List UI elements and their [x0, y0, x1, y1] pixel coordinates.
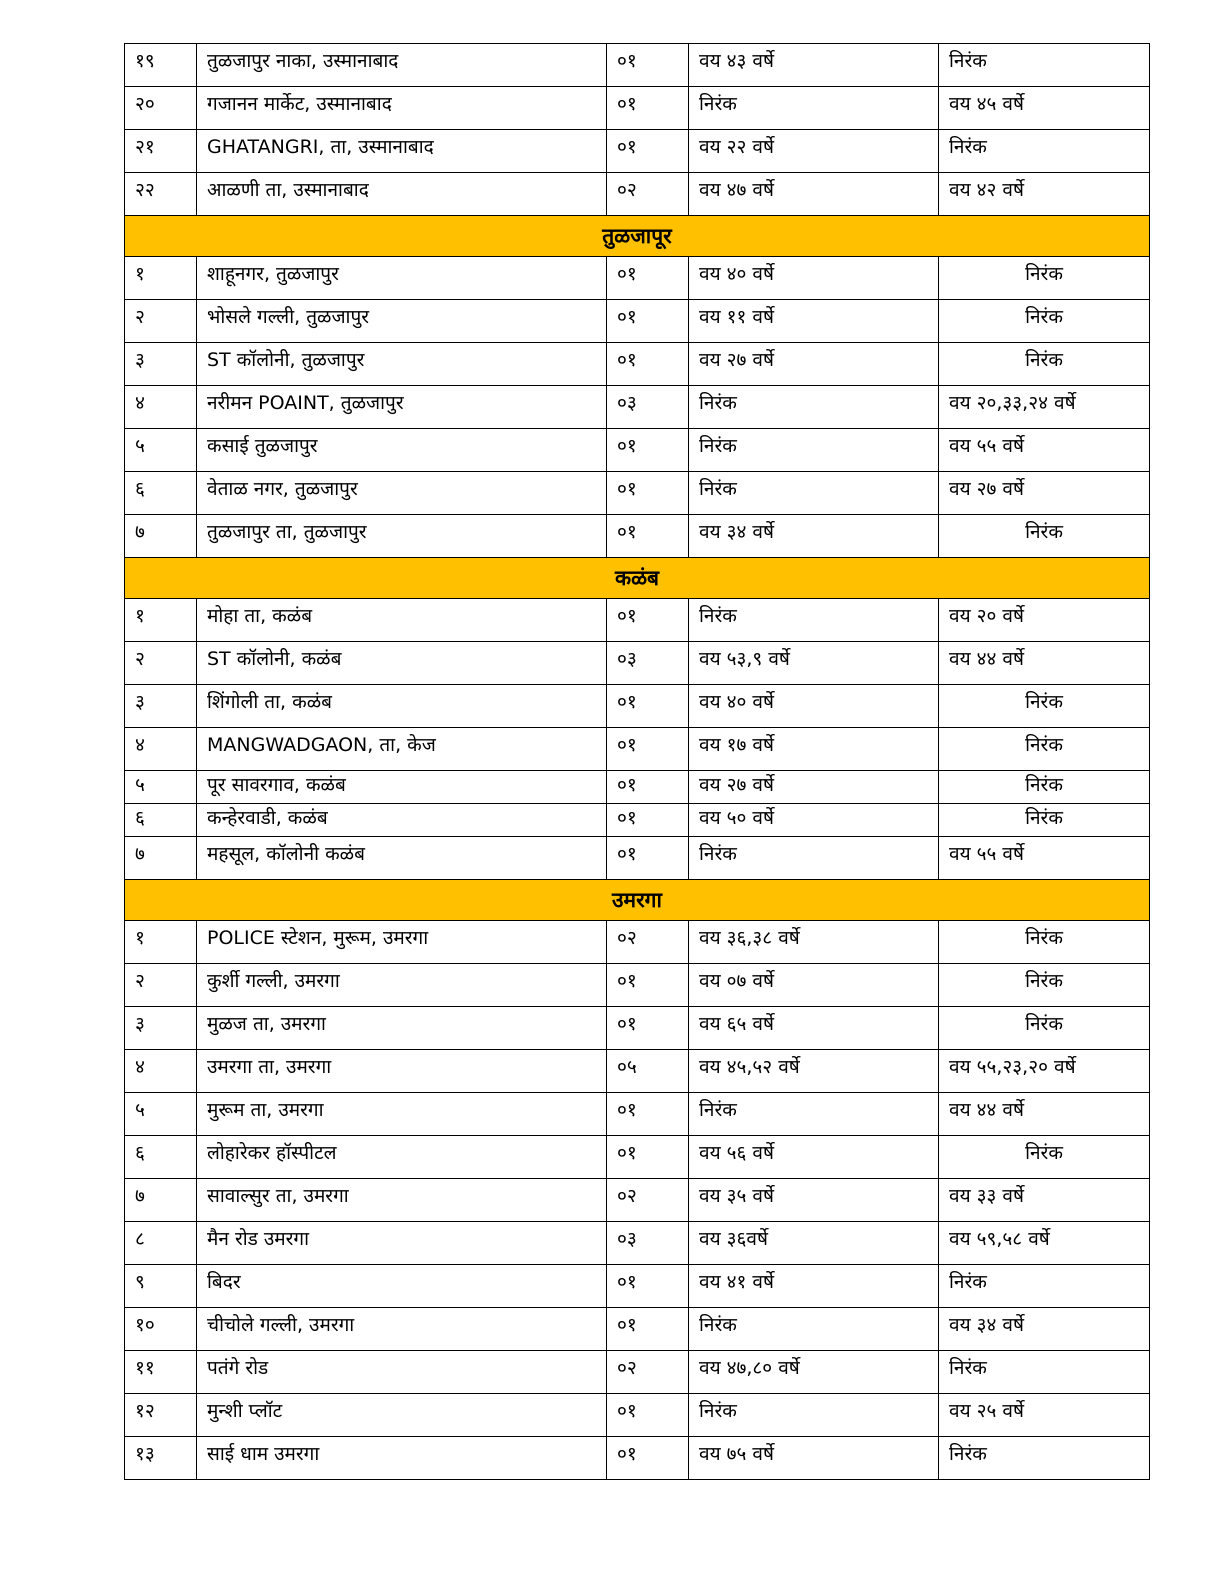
table-row — [125, 1222, 1150, 1265]
location-cell: GHATANGRI, ता, उस्मानाबाद — [197, 130, 607, 173]
count-cell: ०१ — [607, 343, 689, 386]
table-row — [125, 130, 1150, 173]
count-cell: ०१ — [607, 964, 689, 1007]
serial-number-cell: २१ — [125, 130, 197, 173]
location-cell: भोसले गल्ली, तुळजापुर — [197, 300, 607, 343]
age-group-b-cell: निरंक — [939, 515, 1150, 558]
location-cell: आळणी ता, उस्मानाबाद — [197, 173, 607, 216]
age-group-a-cell: वय ३६,३८ वर्षे — [689, 921, 939, 964]
age-group-a-cell: वय ३४ वर्षे — [689, 515, 939, 558]
age-group-b-cell: वय २०,३३,२४ वर्षे — [939, 386, 1150, 429]
location-cell: कसाई तुळजापुर — [197, 429, 607, 472]
serial-number-cell: २० — [125, 87, 197, 130]
count-cell: ०१ — [607, 1394, 689, 1437]
table-row — [125, 964, 1150, 1007]
location-cell: मुळज ता, उमरगा — [197, 1007, 607, 1050]
table-row — [125, 771, 1150, 804]
location-cell: कन्हेरवाडी, कळंब — [197, 804, 607, 837]
count-cell: ०१ — [607, 1265, 689, 1308]
location-cell: ST कॉलोनी, कळंब — [197, 642, 607, 685]
serial-number-cell: ७ — [125, 837, 197, 880]
count-cell: ०२ — [607, 1351, 689, 1394]
table-row — [125, 599, 1150, 642]
age-group-b-cell: निरंक — [939, 130, 1150, 173]
serial-number-cell: १३ — [125, 1437, 197, 1480]
location-cell: शिंगोली ता, कळंब — [197, 685, 607, 728]
table-row — [125, 1050, 1150, 1093]
table-row — [125, 837, 1150, 880]
table-row — [125, 1136, 1150, 1179]
age-group-b-cell: निरंक — [939, 728, 1150, 771]
age-group-a-cell: वय ४७ वर्षे — [689, 173, 939, 216]
count-cell: ०२ — [607, 173, 689, 216]
age-group-a-cell: वय ६५ वर्षे — [689, 1007, 939, 1050]
cases-table-body — [125, 44, 1150, 1480]
age-group-b-cell: वय २५ वर्षे — [939, 1394, 1150, 1437]
count-cell: ०१ — [607, 1308, 689, 1351]
age-group-b-cell: वय ३३ वर्षे — [939, 1179, 1150, 1222]
age-group-a-cell: वय १७ वर्षे — [689, 728, 939, 771]
count-cell: ०३ — [607, 386, 689, 429]
serial-number-cell: १९ — [125, 44, 197, 87]
age-group-b-cell: निरंक — [939, 804, 1150, 837]
location-cell: सावाल्सुर ता, उमरगा — [197, 1179, 607, 1222]
age-group-a-cell: निरंक — [689, 386, 939, 429]
location-cell: तुळजापुर ता, तुळजापुर — [197, 515, 607, 558]
count-cell: ०१ — [607, 429, 689, 472]
age-group-b-cell: वय ४४ वर्षे — [939, 642, 1150, 685]
count-cell: ०३ — [607, 1222, 689, 1265]
serial-number-cell: ४ — [125, 728, 197, 771]
table-row — [125, 300, 1150, 343]
age-group-b-cell: निरंक — [939, 964, 1150, 1007]
table-row — [125, 728, 1150, 771]
age-group-b-cell: वय ५५ वर्षे — [939, 429, 1150, 472]
count-cell: ०१ — [607, 130, 689, 173]
age-group-a-cell: वय ४५,५२ वर्षे — [689, 1050, 939, 1093]
age-group-b-cell: निरंक — [939, 685, 1150, 728]
count-cell: ०१ — [607, 515, 689, 558]
table-row — [125, 921, 1150, 964]
count-cell: ०३ — [607, 642, 689, 685]
age-group-a-cell: निरंक — [689, 1093, 939, 1136]
serial-number-cell: २ — [125, 300, 197, 343]
age-group-a-cell: वय ५० वर्षे — [689, 804, 939, 837]
age-group-b-cell: वय ४२ वर्षे — [939, 173, 1150, 216]
age-group-b-cell: निरंक — [939, 1136, 1150, 1179]
location-cell: शाहूनगर, तुळजापुर — [197, 257, 607, 300]
serial-number-cell: ९ — [125, 1265, 197, 1308]
table-row — [125, 1093, 1150, 1136]
location-cell: बिदर — [197, 1265, 607, 1308]
serial-number-cell: १ — [125, 257, 197, 300]
age-group-b-cell: निरंक — [939, 1437, 1150, 1480]
count-cell: ०२ — [607, 1179, 689, 1222]
location-cell: मोहा ता, कळंब — [197, 599, 607, 642]
serial-number-cell: ३ — [125, 343, 197, 386]
age-group-a-cell: निरंक — [689, 837, 939, 880]
age-group-a-cell: वय ४३ वर्षे — [689, 44, 939, 87]
age-group-b-cell: निरंक — [939, 343, 1150, 386]
age-group-b-cell: वय २० वर्षे — [939, 599, 1150, 642]
age-group-a-cell: वय २७ वर्षे — [689, 343, 939, 386]
table-row — [125, 257, 1150, 300]
count-cell: ०१ — [607, 599, 689, 642]
table-row — [125, 472, 1150, 515]
table-row — [125, 87, 1150, 130]
age-group-b-cell: वय ३४ वर्षे — [939, 1308, 1150, 1351]
table-row — [125, 1351, 1150, 1394]
age-group-a-cell: वय ७५ वर्षे — [689, 1437, 939, 1480]
serial-number-cell: ७ — [125, 515, 197, 558]
count-cell: ०१ — [607, 837, 689, 880]
table-row — [125, 173, 1150, 216]
location-cell: गजानन मार्केट, उस्मानाबाद — [197, 87, 607, 130]
age-group-a-cell: निरंक — [689, 1394, 939, 1437]
age-group-a-cell: वय ४० वर्षे — [689, 685, 939, 728]
location-cell: उमरगा ता, उमरगा — [197, 1050, 607, 1093]
count-cell: ०१ — [607, 685, 689, 728]
count-cell: ०५ — [607, 1050, 689, 1093]
location-cell: वेताळ नगर, तुळजापुर — [197, 472, 607, 515]
count-cell: ०१ — [607, 1007, 689, 1050]
age-group-b-cell: निरंक — [939, 1265, 1150, 1308]
serial-number-cell: ३ — [125, 1007, 197, 1050]
location-cell: POLICE स्टेशन, मुरूम, उमरगा — [197, 921, 607, 964]
age-group-b-cell: वय ४५ वर्षे — [939, 87, 1150, 130]
table-row — [125, 386, 1150, 429]
location-cell: पतंगे रोड — [197, 1351, 607, 1394]
age-group-a-cell: वय ११ वर्षे — [689, 300, 939, 343]
count-cell: ०१ — [607, 1093, 689, 1136]
section-header-row — [125, 216, 1150, 257]
location-cell: MANGWADGAON, ता, केज — [197, 728, 607, 771]
table-row — [125, 44, 1150, 87]
table-row — [125, 1308, 1150, 1351]
section-header-row — [125, 880, 1150, 921]
count-cell: ०२ — [607, 921, 689, 964]
section-header-row — [125, 558, 1150, 599]
location-cell: महसूल, कॉलोनी कळंब — [197, 837, 607, 880]
age-group-a-cell: वय ३५ वर्षे — [689, 1179, 939, 1222]
serial-number-cell: ८ — [125, 1222, 197, 1265]
age-group-b-cell: निरंक — [939, 257, 1150, 300]
serial-number-cell: ५ — [125, 1093, 197, 1136]
age-group-b-cell: वय ५९,५८ वर्षे — [939, 1222, 1150, 1265]
serial-number-cell: ६ — [125, 1136, 197, 1179]
serial-number-cell: ४ — [125, 386, 197, 429]
serial-number-cell: ६ — [125, 472, 197, 515]
location-cell: मुरूम ता, उमरगा — [197, 1093, 607, 1136]
age-group-a-cell: वय २२ वर्षे — [689, 130, 939, 173]
age-group-b-cell: निरंक — [939, 44, 1150, 87]
section-heading: उमरगा — [125, 880, 1150, 921]
count-cell: ०१ — [607, 771, 689, 804]
table-row — [125, 429, 1150, 472]
table-row — [125, 642, 1150, 685]
location-cell: साई धाम उमरगा — [197, 1437, 607, 1480]
count-cell: ०१ — [607, 44, 689, 87]
location-cell: नरीमन POAINT, तुळजापुर — [197, 386, 607, 429]
location-cell: चीचोले गल्ली, उमरगा — [197, 1308, 607, 1351]
age-group-a-cell: वय २७ वर्षे — [689, 771, 939, 804]
location-cell: तुळजापुर नाका, उस्मानाबाद — [197, 44, 607, 87]
count-cell: ०१ — [607, 728, 689, 771]
age-group-a-cell: निरंक — [689, 472, 939, 515]
age-group-a-cell: वय ५६ वर्षे — [689, 1136, 939, 1179]
age-group-a-cell: निरंक — [689, 599, 939, 642]
serial-number-cell: ४ — [125, 1050, 197, 1093]
age-group-a-cell: वय ३६वर्षे — [689, 1222, 939, 1265]
serial-number-cell: ३ — [125, 685, 197, 728]
serial-number-cell: १ — [125, 921, 197, 964]
serial-number-cell: २२ — [125, 173, 197, 216]
age-group-a-cell: वय ४१ वर्षे — [689, 1265, 939, 1308]
count-cell: ०१ — [607, 472, 689, 515]
age-group-b-cell: निरंक — [939, 1007, 1150, 1050]
section-heading: तुळजापूर — [125, 216, 1150, 257]
age-group-a-cell: निरंक — [689, 1308, 939, 1351]
location-cell: कुर्शी गल्ली, उमरगा — [197, 964, 607, 1007]
serial-number-cell: ११ — [125, 1351, 197, 1394]
serial-number-cell: ५ — [125, 429, 197, 472]
section-heading: कळंब — [125, 558, 1150, 599]
serial-number-cell: २ — [125, 642, 197, 685]
age-group-b-cell: वय ५५ वर्षे — [939, 837, 1150, 880]
table-row — [125, 1265, 1150, 1308]
serial-number-cell: १ — [125, 599, 197, 642]
age-group-b-cell: निरंक — [939, 771, 1150, 804]
serial-number-cell: ७ — [125, 1179, 197, 1222]
age-group-a-cell: वय ०७ वर्षे — [689, 964, 939, 1007]
table-row — [125, 515, 1150, 558]
table-row — [125, 343, 1150, 386]
age-group-a-cell: वय ५३,९ वर्षे — [689, 642, 939, 685]
serial-number-cell: १० — [125, 1308, 197, 1351]
report-page — [124, 43, 1150, 1480]
count-cell: ०१ — [607, 257, 689, 300]
table-row — [125, 1394, 1150, 1437]
location-cell: ST कॉलोनी, तुळजापुर — [197, 343, 607, 386]
age-group-b-cell: निरंक — [939, 1351, 1150, 1394]
serial-number-cell: १२ — [125, 1394, 197, 1437]
count-cell: ०१ — [607, 87, 689, 130]
table-row — [125, 1007, 1150, 1050]
count-cell: ०१ — [607, 1136, 689, 1179]
location-cell: मैन रोड उमरगा — [197, 1222, 607, 1265]
location-cell: पूर सावरगाव, कळंब — [197, 771, 607, 804]
cases-table — [124, 43, 1150, 1480]
location-cell: मुन्शी प्लॉट — [197, 1394, 607, 1437]
age-group-b-cell: वय ५५,२३,२० वर्षे — [939, 1050, 1150, 1093]
serial-number-cell: ६ — [125, 804, 197, 837]
age-group-b-cell: निरंक — [939, 921, 1150, 964]
serial-number-cell: ५ — [125, 771, 197, 804]
table-row — [125, 1179, 1150, 1222]
age-group-b-cell: वय ४४ वर्षे — [939, 1093, 1150, 1136]
age-group-a-cell: निरंक — [689, 429, 939, 472]
count-cell: ०१ — [607, 1437, 689, 1480]
age-group-a-cell: वय ४० वर्षे — [689, 257, 939, 300]
table-row — [125, 685, 1150, 728]
location-cell: लोहारेकर हॉस्पीटल — [197, 1136, 607, 1179]
count-cell: ०१ — [607, 804, 689, 837]
count-cell: ०१ — [607, 300, 689, 343]
age-group-a-cell: वय ४७,८० वर्षे — [689, 1351, 939, 1394]
table-row — [125, 804, 1150, 837]
serial-number-cell: २ — [125, 964, 197, 1007]
age-group-b-cell: वय २७ वर्षे — [939, 472, 1150, 515]
table-row — [125, 1437, 1150, 1480]
age-group-b-cell: निरंक — [939, 300, 1150, 343]
age-group-a-cell: निरंक — [689, 87, 939, 130]
